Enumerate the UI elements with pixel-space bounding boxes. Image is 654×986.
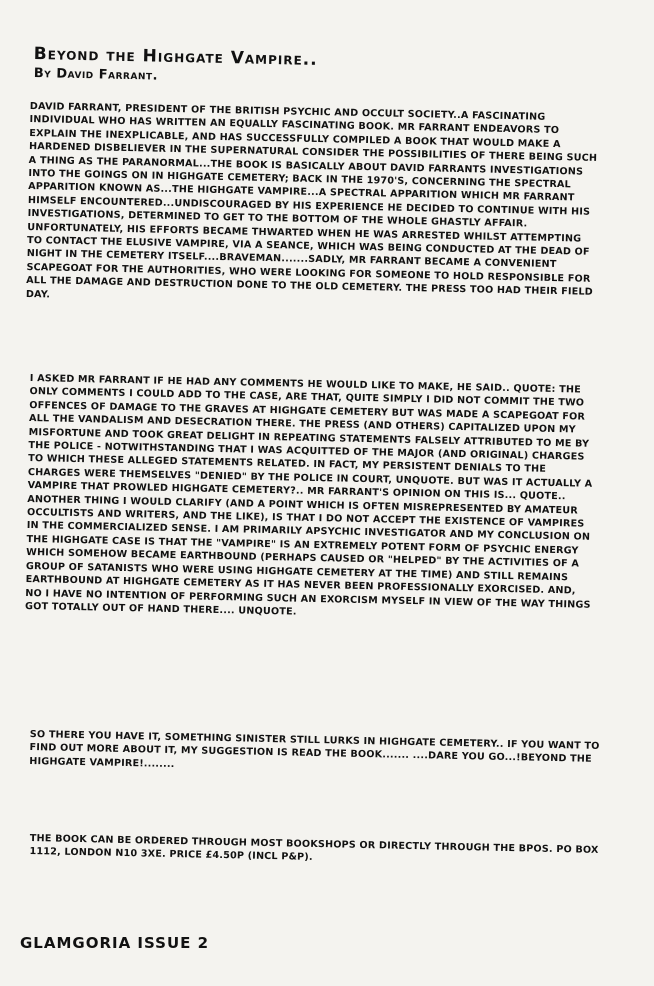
article-paragraph-conclusion: SO THERE YOU HAVE IT, SOMETHING SINISTER STILL LURKS IN HIGHGATE CEMETERY.. IF YOU WANT TO FIND OUT MORE ABOUT IT, MY SUGGESTION IS READ THE BOOK....... ....DARE YOU GO...!BEYOND THE HIGHGATE VAMPIRE!........	[29, 728, 600, 770]
article-paragraph-intro: DAVID FARRANT, PRESIDENT OF THE BRITISH PSYCHIC AND OCCULT SOCIETY..A FASCINATING INDIVIDUAL WHO HAS WRITTEN AN EQUALLY FASCINATING BOOK. MR FARRANT ENDEAVORS TO EXPLAIN THE INEXPLICABLE, AND HAS SUCCESSFULLY COMPILED A BOOK THAT WOULD MAKE A HARDENED DISBELIEVER IN THE SUPERNATURAL CONSIDER THE POSSIBILITIES OF THERE BEING SUCH A THING AS THE PARANORMAL...THE BOOK IS BASICALLY ABOUT DAVID FARRANTS INVESTIGATIONS INTO THE GOINGS ON IN HIGHGATE CEMETERY; BACK IN THE 1970'S, CONCERNING THE SPECTRAL APPARITION KNOWN AS...THE HIGHGATE VAMPIRE...A SPECTRAL APPARITION WHICH MR FARRANT HIMSELF ENCOUNTERED...UNDISCOURAGED BY HIS EXPERIENCE HE DECIDED TO CONTINUE WITH HIS INVESTIGATIONS, DETERMINED TO GET TO THE BOTTOM OF THE WHOLE GHASTLY AFFAIR. UNFORTUNATELY, HIS EFFORTS BECAME THWARTED WHEN HE WAS ARRESTED WHILST ATTEMPTING TO CONTACT THE ELUSIVE VAMPIRE, VIA A SEANCE, WHICH WAS BEING CONDUCTED AT THE DEAD OF NIGHT IN THE CEMETERY ITSELF....BRAVEMAN.......SADLY, MR FARRANT BECAME A CONVENIENT SCAPEGOAT FOR THE AUTHORITIES, WHO WERE LOOKING FOR SOMEONE TO HOLD RESPONSIBLE FOR ALL THE DAMAGE AND DESTRUCTION DONE TO THE OLD CEMETERY. THE PRESS TOO HAD THEIR FIELD DAY.	[25, 100, 598, 301]
article-byline: By David Farrant.	[33, 66, 159, 84]
article-title: Beyond the Highgate Vampire..	[33, 44, 318, 70]
article-paragraph-quote: I ASKED MR FARRANT IF HE HAD ANY COMMENTS HE WOULD LIKE TO MAKE, HE SAID.. QUOTE: THE ONLY COMMENTS I COULD ADD TO THE CASE, ARE THAT, QUITE SIMPLY I DID NOT COMMIT THE TWO OFFENCES OF DAMAGE TO THE GRAVES AT HIGHGATE CEMETERY BUT WAS MADE A SCAPEGOAT FOR ALL THE VANDALISM AND DESECRATION THERE. THE PRESS (AND OTHERS) CAPITALIZED UPON MY MISFORTUNE AND TOOK GREAT DELIGHT IN REPEATING STATEMENTS FALSELY ATTRIBUTED TO ME BY THE POLICE - NOTWITHSTANDING THAT I WAS ACQUITTED OF THE MAJOR (AND ORIGINAL) CHARGES TO WHICH THESE ALLEGED STATEMENTS RELATED. IN FACT, MY PERSISTENT DENIALS TO THE CHARGES WERE THEMSELVES "DENIED" BY THE POLICE IN COURT, UNQUOTE. BUT WAS IT ACTUALLY A VAMPIRE THAT PROWLED HIGHGATE CEMETERY?.. MR FARRANT'S OPINION ON THIS IS... QUOTE.. ANOTHER THING I WOULD CLARIFY (AND A POINT WHICH IS OFTEN MISREPRESENTED BY AMATEUR OCCULTISTS AND WRITERS, AND THE LIKE), IS THAT I DO NOT ACCEPT THE EXISTENCE OF VAMPIRES IN THE COMMERCIALIZED SENSE. I AM PRIMARILY APSYCHIC INVESTIGATOR AND MY CONCLUSION ON THE HIGHGATE CASE IS THAT THE "VAMPIRE" IS AN EXTREMELY POTENT FORM OF PSYCHIC ENERGY WHICH SOMEHOW BECAME EARTHBOUND (PERHAPS CAUSED OR "HELPED" BY THE ACTIVITIES OF A GROUP OF SATANISTS WHO WERE USING HIGHGATE CEMETERY AT THE TIME) AND STILL REMAINS EARTHBOUND AT HIGHGATE CEMETERY AS IT HAS NEVER BEEN PROFESSIONALLY EXORCISED. AND, NO I HAVE NO INTENTION OF PERFORMING SUCH AN EXORCISM MYSELF IN VIEW OF THE WAY THINGS GOT TOTALLY OUT OF HAND THERE.... UNQUOTE.	[24, 372, 593, 618]
issue-footer: GLAMGORIA ISSUE 2	[20, 934, 210, 952]
article-paragraph-ordering-info: THE BOOK CAN BE ORDERED THROUGH MOST BOOKSHOPS OR DIRECTLY THROUGH THE BPOS. PO BOX 1112, LONDON N10 3XE. PRICE £4.50P (INCL P&P).	[29, 832, 599, 864]
